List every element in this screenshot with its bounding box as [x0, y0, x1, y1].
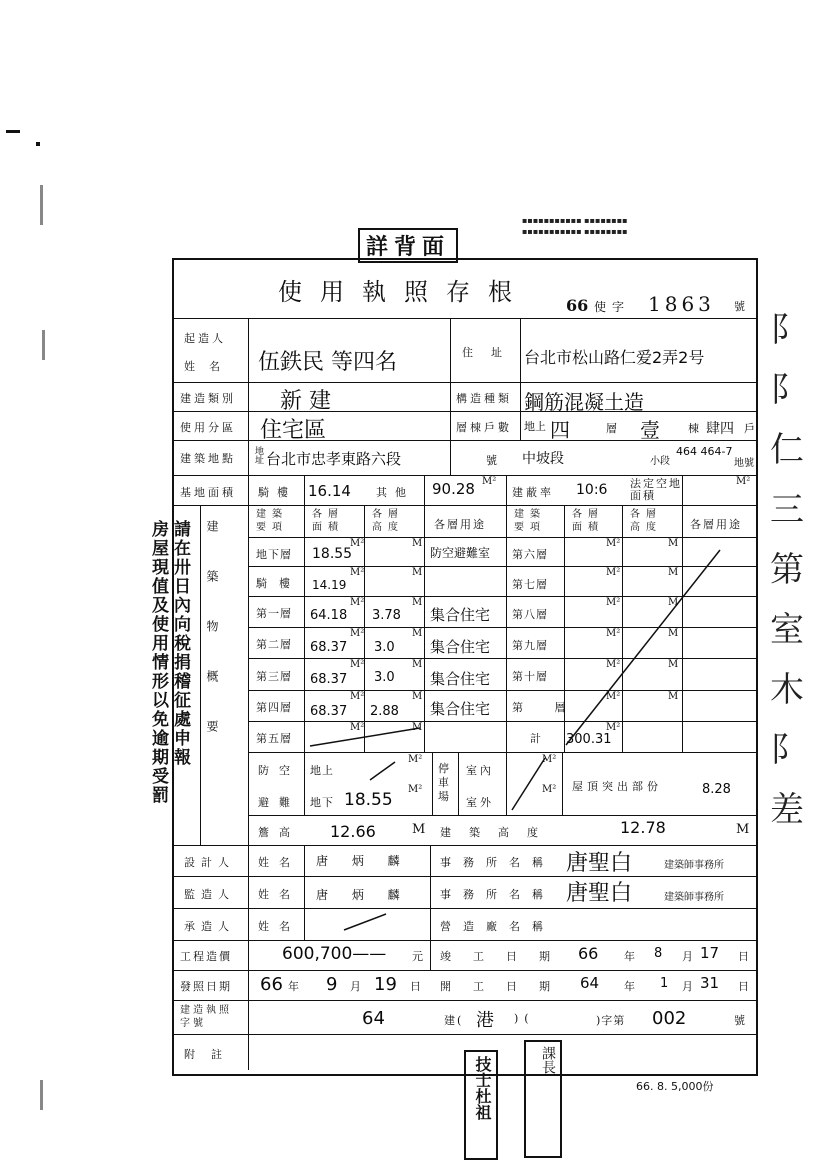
designer-office: 唐聖白	[566, 851, 633, 876]
floor-use: 集合住宅	[430, 700, 491, 718]
floor-name: 第四層	[256, 701, 292, 714]
unit-m2: M²	[350, 597, 365, 608]
floors-side-label: 建築物概要	[205, 520, 219, 770]
floors-text-1: 地上	[524, 420, 546, 433]
unit-m: M	[412, 597, 423, 608]
permit-value-2: 港	[476, 1010, 494, 1031]
unit-m: M	[668, 597, 679, 608]
site-value: 台北市忠孝東路六段	[266, 450, 402, 468]
structure-value: 鋼筋混凝土造	[524, 390, 644, 414]
parking-outdoor: 室外	[466, 796, 494, 809]
approval-stamp-2: 課長	[524, 1040, 562, 1158]
col-use-left: 各層用途	[434, 518, 486, 531]
unit-m2: M²	[606, 722, 621, 733]
unit-m2: M²	[542, 784, 557, 795]
complete-m: 月	[682, 950, 696, 963]
unit-m2: M²	[350, 628, 365, 639]
issue-y: 年	[288, 980, 302, 993]
roof-value: 8.28	[702, 782, 731, 797]
issue-label: 發照日期	[180, 980, 232, 993]
build-type-label: 建造類別	[180, 392, 236, 405]
unit-m: M	[412, 722, 423, 733]
site-sub-label: 小段	[650, 456, 670, 467]
permit-text-2: )(	[514, 1012, 535, 1025]
unit-m: M	[412, 628, 423, 639]
coverage-label: 建蔽率	[512, 486, 554, 499]
permit-text-3: )字第	[596, 1014, 626, 1027]
site-section: 中坡段	[522, 451, 564, 467]
complete-day: 17	[700, 944, 720, 962]
supervisor-label: 監造人	[184, 888, 235, 901]
issue-m: 月	[350, 980, 364, 993]
issue-year: 66	[260, 974, 283, 995]
site-prefix: 地址	[253, 446, 263, 464]
col-height-right: 各層高度	[630, 509, 662, 533]
permit-value-3: 002	[652, 1008, 687, 1029]
complete-month: 8	[654, 946, 663, 961]
name-label: 姓名	[258, 920, 300, 933]
floor-height: 3.0	[374, 670, 395, 685]
other-label: 其他	[376, 486, 414, 499]
floor-name: 第一層	[256, 607, 292, 620]
floor-use: 集合住宅	[430, 670, 491, 688]
building-height-unit: M	[736, 822, 750, 837]
start-year: 64	[580, 974, 600, 992]
unit-m2: M²	[606, 597, 621, 608]
other-value: 90.28	[432, 480, 475, 498]
side-note-col1: 請在卅日內向稅捐稽征處申報	[170, 520, 190, 767]
floor-name: 地下層	[256, 548, 292, 561]
approval-stamp-1: 技士杜祖	[464, 1050, 498, 1160]
floor-name-right: 第八層	[512, 608, 548, 621]
floor-name-right: 計	[530, 732, 544, 745]
zone-label: 使用分區	[180, 421, 236, 434]
permit-text-4: 號	[734, 1014, 748, 1027]
complete-year: 66	[578, 944, 599, 963]
arcade-value: 16.14	[308, 482, 351, 500]
building-height-value: 12.78	[620, 818, 666, 837]
floor-use: 集合住宅	[430, 638, 491, 656]
floors-text-3: 棟	[688, 422, 699, 435]
complete-d: 日	[738, 950, 752, 963]
header-stamp-text: ▪▪▪▪▪▪▪▪▪▪▪ ▪▪▪▪▪▪▪▪ ▪▪▪▪▪▪▪▪▪▪▪ ▪▪▪▪▪▪▪▪	[522, 216, 628, 236]
floor-name: 第三層	[256, 670, 292, 683]
arcade-label: 騎樓	[258, 486, 296, 499]
owner-label-2: 姓名	[184, 360, 234, 373]
legal-area-label: 法定空地面積	[630, 477, 682, 502]
form-title: 使用執照存根	[278, 278, 530, 306]
floor-name-right: 第 層	[512, 701, 580, 714]
floor-use: 集合住宅	[430, 606, 491, 624]
cost-unit: 元	[412, 950, 426, 963]
floor-area: 14.19	[312, 578, 347, 592]
floors-text-2: 層	[606, 422, 617, 435]
build-type-value: 新 建	[280, 389, 331, 414]
base-area-label: 基地面積	[180, 486, 236, 499]
unit-m: M	[668, 567, 679, 578]
floor-use: 防空避難室	[430, 546, 491, 560]
col-item-right: 建築要項	[514, 509, 546, 533]
contractor-label: 承造人	[184, 920, 235, 933]
designer-name: 唐 炳 麟	[316, 854, 410, 868]
floor-total-area: 300.31	[566, 732, 612, 747]
name-label: 姓名	[258, 856, 300, 869]
unit-m2: M²	[350, 538, 365, 549]
unit-m2: M²	[350, 659, 365, 670]
cost-label: 工程造價	[180, 950, 232, 963]
start-y: 年	[624, 980, 638, 993]
site-label: 建築地點	[180, 452, 236, 465]
unit-m2: M²	[350, 691, 365, 702]
unit-m2: M²	[408, 754, 423, 765]
license-prefix: 66	[566, 296, 589, 315]
zone-value: 住宅區	[260, 418, 327, 443]
floor-area: 68.37	[310, 640, 348, 655]
address-label: 住址	[462, 346, 520, 359]
floor-name: 騎樓	[256, 577, 302, 590]
unit-m2: M²	[542, 754, 557, 765]
floor-height: 3.78	[372, 608, 401, 623]
building-height-label: 建築高度	[440, 826, 556, 839]
unit-m: M	[668, 691, 679, 702]
issue-d: 日	[410, 980, 424, 993]
office-suffix: 建築師事務所	[664, 860, 724, 871]
lot-value: 464 464-7	[676, 445, 733, 458]
col-height-left: 各層高度	[372, 509, 404, 533]
unit-m2: M²	[350, 722, 365, 733]
floor-area: 68.37	[310, 672, 348, 687]
office-suffix: 建築師事務所	[664, 892, 724, 903]
name-label: 姓名	[258, 888, 300, 901]
shelter-label-2: 避難	[258, 796, 300, 809]
factory-label: 營造廠名稱	[440, 920, 555, 933]
unit-m: M	[668, 659, 679, 670]
unit-m: M	[668, 538, 679, 549]
floor-area: 18.55	[312, 546, 353, 562]
start-label: 開工日期	[440, 980, 572, 993]
shelter-below-value: 18.55	[344, 790, 393, 810]
eave-value: 12.66	[330, 822, 376, 841]
start-day: 31	[700, 974, 720, 992]
unit-m2: M²	[606, 567, 621, 578]
floors-value-1: 四	[550, 418, 570, 442]
floors-text-4: 戶	[744, 422, 755, 435]
site-no-label: 號	[486, 454, 497, 467]
issue-month: 9	[326, 974, 338, 995]
permit-value-1: 64	[362, 1008, 385, 1029]
shelter-below: 地下	[310, 796, 334, 809]
floor-name-right: 第十層	[512, 670, 548, 683]
supervisor-office: 唐聖白	[566, 881, 633, 906]
floor-name: 第二層	[256, 638, 292, 651]
floors-label: 層棟戶數	[456, 421, 512, 434]
floor-name: 第五層	[256, 732, 292, 745]
address-value: 台北市松山路仁爱2弄2号	[524, 348, 705, 367]
owner-label-1: 起造人	[184, 332, 226, 345]
floor-name-right: 第七層	[512, 578, 548, 591]
unit-m2: M²	[606, 691, 621, 702]
floor-name-right: 第九層	[512, 639, 548, 652]
issue-day: 19	[374, 974, 397, 995]
start-month: 1	[660, 976, 669, 991]
col-area-right: 各層面積	[572, 509, 604, 533]
col-item-left: 建築要項	[256, 509, 288, 533]
right-edge-fragment: 阝 阝 仁 三 第 室 木 阝 差	[770, 310, 804, 830]
legal-area-unit: M²	[736, 476, 751, 487]
col-area-left: 各層面積	[312, 509, 344, 533]
complete-y: 年	[624, 950, 638, 963]
unit-m2: M²	[606, 538, 621, 549]
designer-label: 設計人	[184, 856, 235, 869]
coverage-value: 10:6	[576, 482, 608, 498]
eave-label: 簷高	[258, 826, 300, 839]
floor-height: 2.88	[370, 704, 399, 719]
parking-label: 停車場	[438, 762, 449, 803]
side-note-col2: 房屋現值及使用情形以免逾期受罰	[148, 520, 168, 805]
unit-m2: M²	[408, 784, 423, 795]
detail-side-label: 詳背面	[358, 228, 458, 263]
floors-value-3: 肆四	[706, 421, 734, 437]
notes-label: 附註	[184, 1048, 238, 1061]
floor-area: 68.37	[310, 704, 348, 719]
eave-unit: M	[412, 822, 426, 837]
unit-m: M	[412, 567, 423, 578]
floor-area: 64.18	[310, 608, 348, 623]
lot-label: 地號	[734, 458, 754, 469]
unit-m: M	[412, 538, 423, 549]
supervisor-name: 唐 炳 麟	[316, 888, 410, 902]
permit-text-1: 建(	[444, 1014, 464, 1027]
structure-label: 構造種類	[456, 392, 512, 405]
start-m: 月	[682, 980, 696, 993]
other-unit: M²	[482, 476, 497, 487]
floors-value-2: 壹	[640, 418, 660, 442]
roof-label: 屋頂突出部份	[572, 780, 662, 793]
owner-name: 伍鉄民 等四名	[258, 350, 397, 375]
floor-height: 3.0	[374, 640, 395, 655]
unit-m: M	[412, 691, 423, 702]
license-suffix: 號	[734, 300, 745, 313]
col-use-right: 各層用途	[690, 518, 742, 531]
footer-print-info: 66. 8. 5,000份	[636, 1080, 714, 1093]
shelter-label-1: 防空	[258, 764, 300, 777]
unit-m: M	[668, 628, 679, 639]
permit-label: 建造執照字號	[180, 1005, 232, 1029]
office-label: 事務所名稱	[440, 856, 555, 869]
shelter-above: 地上	[310, 764, 334, 777]
start-d: 日	[738, 980, 752, 993]
office-label: 事務所名稱	[440, 888, 555, 901]
cost-value: 600,700——	[282, 944, 387, 964]
unit-m2: M²	[606, 659, 621, 670]
unit-m2: M²	[606, 628, 621, 639]
parking-indoor: 室內	[466, 764, 494, 777]
license-number: 1863	[648, 292, 715, 316]
floor-name-right: 第六層	[512, 548, 548, 561]
unit-m2: M²	[350, 567, 365, 578]
license-type: 使字	[594, 300, 631, 314]
complete-label: 竣工日期	[440, 950, 572, 963]
unit-m: M	[412, 659, 423, 670]
